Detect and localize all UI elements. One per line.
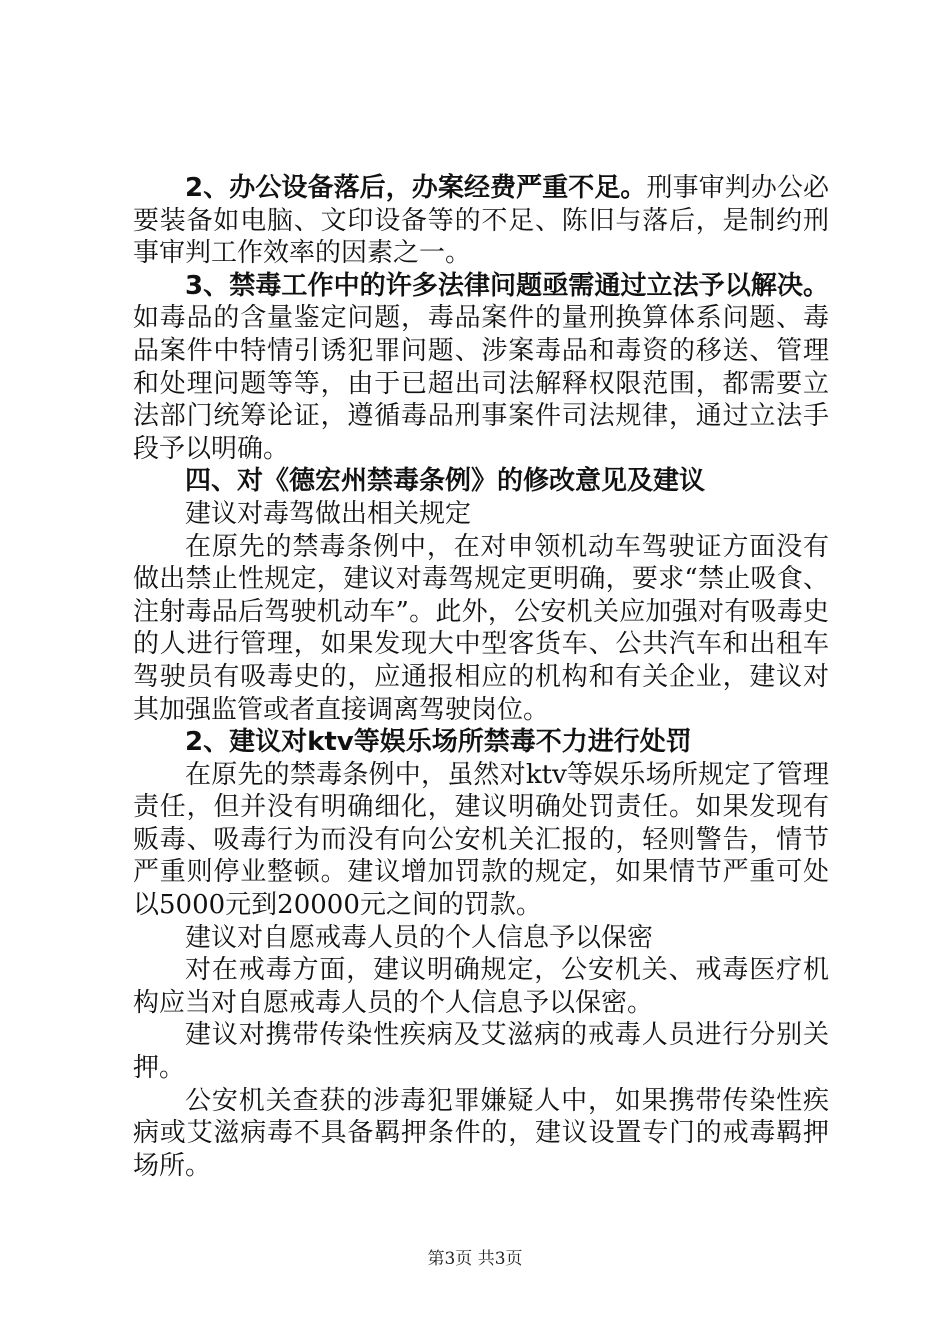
subheading-ktv	[133, 726, 829, 759]
document-body	[133, 172, 829, 1182]
subheading-drug-driving-text: 建议对毒驾做出相关规定	[185, 498, 472, 529]
paragraph-2-heading: 3、禁毒工作中的许多法律问题亟需通过立法予以解决。	[185, 270, 829, 301]
paragraph-1	[133, 172, 829, 270]
subheading-separate-custody-text: 建议对携带传染性疾病及艾滋病的戒毒人员进行分别关押。	[133, 1020, 829, 1084]
paragraph-privacy-text: 对在戒毒方面，建议明确规定，公安机关、戒毒医疗机构应当对自愿戒毒人员的个人信息予以保密。	[133, 955, 829, 1018]
paragraph-drug-driving-text: 在原先的禁毒条例中，在对申领机动车驾驶证方面没有做出禁止性规定，建议对毒驾规定更明确，要求“禁止吸食、注射毒品后驾驶机动车”。此外，公安机关应加强对有吸毒史的人进行管理，如果发现大中型客货车、公共汽车和出租车驾驶员有吸毒史的，应通报相应的机构和有关企业，建议对其加强监管或者直接调离驾驶岗位。	[133, 531, 829, 725]
section-heading-4-text: 四、对《德宏州禁毒条例》的修改意见及建议	[185, 466, 706, 497]
subheading-separate-custody	[133, 1019, 829, 1084]
paragraph-1-heading: 2、办公设备落后，办案经费严重不足。	[185, 173, 647, 203]
paragraph-2-text: 如毒品的含量鉴定问题，毒品案件的量刑换算体系问题、毒品案件中特情引诱犯罪问题、涉案毒品和毒资的移送、管理和处理问题等等，由于已超出司法解释权限范围，都需要立法部门统筹论证，遵循毒品刑事案件司法规律，通过立法手段予以明确。	[133, 303, 829, 464]
paragraph-ktv	[133, 759, 829, 922]
subheading-privacy	[133, 922, 829, 955]
paragraph-1-text: 刑事审判办公必要装备如电脑、文印设备等的不足、陈旧与落后，是制约刑事审判工作效率的因素之一。	[133, 173, 829, 269]
subheading-ktv-text: 2、建议对ktv等娱乐场所禁毒不力进行处罚	[185, 727, 692, 758]
paragraph-privacy	[133, 954, 829, 1019]
subheading-privacy-text: 建议对自愿戒毒人员的个人信息予以保密	[185, 922, 654, 953]
section-heading-4	[133, 465, 829, 498]
paragraph-ktv-text: 在原先的禁毒条例中，虽然对ktv等娱乐场所规定了管理责任，但并没有明确细化，建议明确处罚责任。如果发现有贩毒、吸毒行为而没有向公安机关汇报的，轻则警告，情节严重则停业整顿。建议增加罚款的规定，如果情节严重可处以5000元到20000元之间的罚款。	[133, 759, 829, 921]
paragraph-separate-custody	[133, 1085, 829, 1183]
paragraph-separate-custody-text: 公安机关查获的涉毒犯罪嫌疑人中，如果携带传染性疾病或艾滋病毒不具备羁押条件的，建议设置专门的戒毒羁押场所。	[133, 1085, 829, 1181]
subheading-drug-driving	[133, 498, 829, 531]
page-footer	[0, 1244, 950, 1269]
paragraph-2	[133, 270, 829, 466]
paragraph-drug-driving	[133, 531, 829, 727]
page-number: 第3页 共3页	[427, 1249, 523, 1269]
